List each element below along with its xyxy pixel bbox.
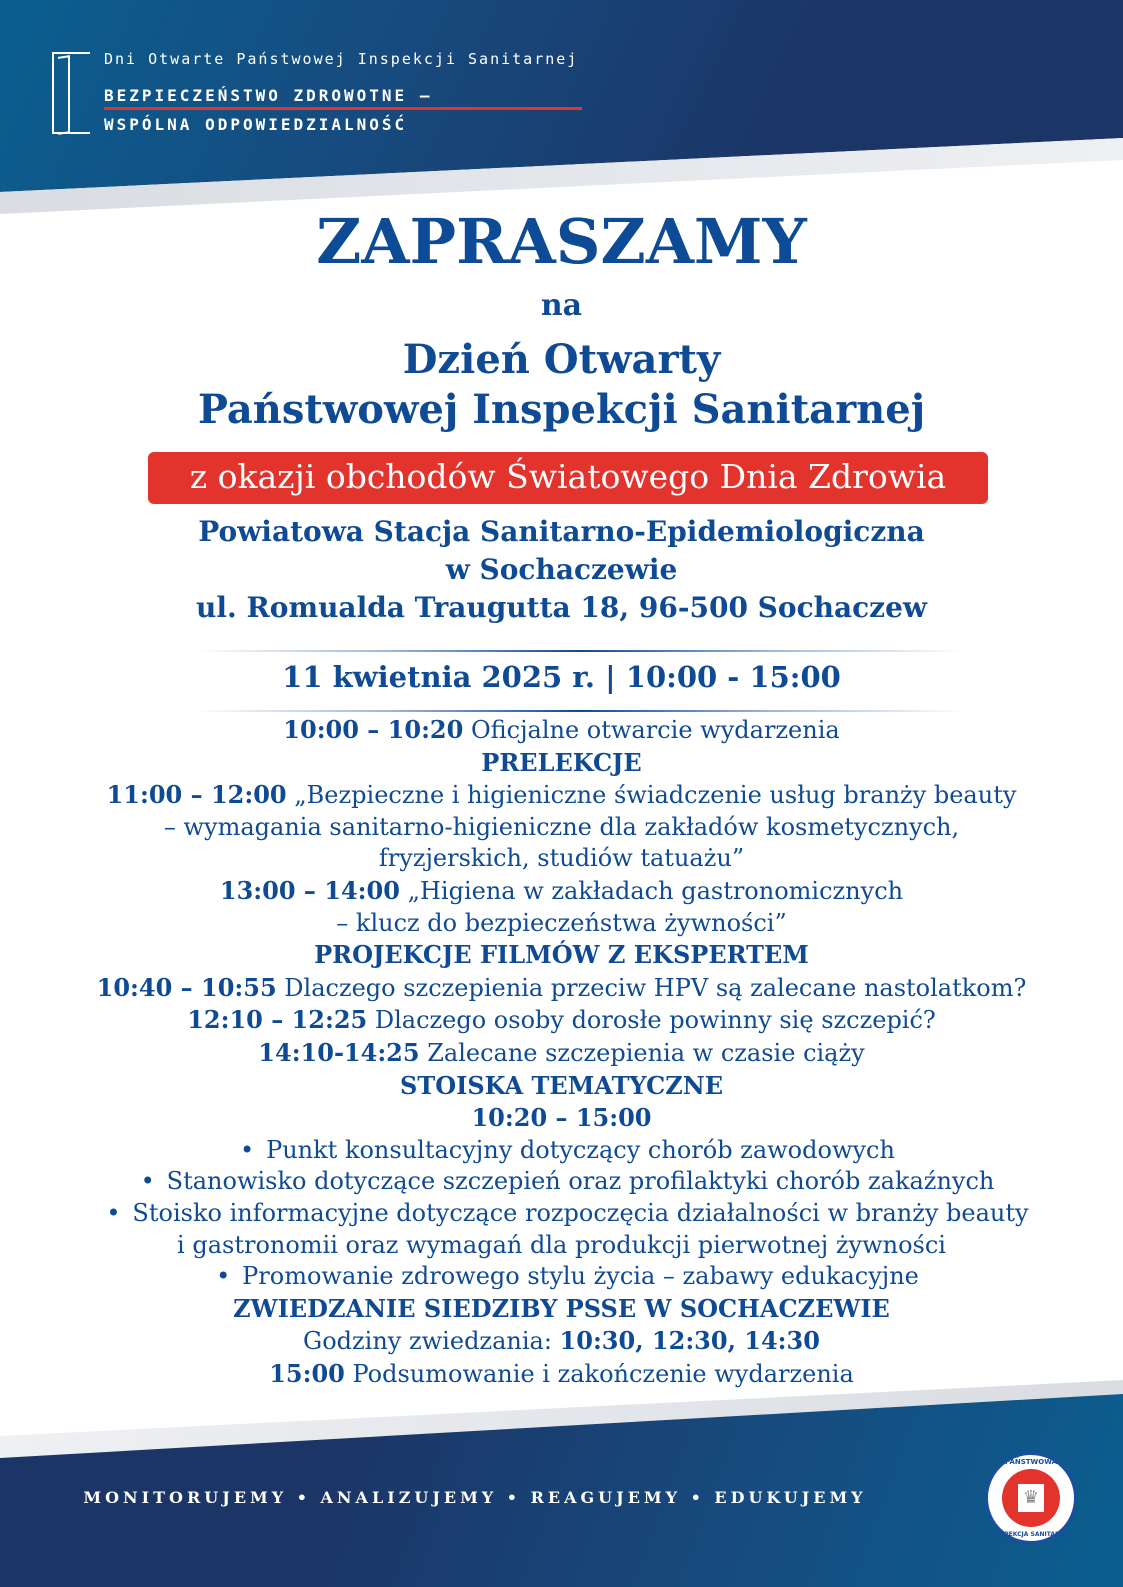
program-text: fryzjerskich, studiów tatuażu” [378,844,745,873]
event-title-1: Dzień Otwarty [402,336,721,383]
program-line [0,1358,1123,1391]
bullet-icon: • [140,1167,155,1196]
program-time: 10:40 – 10:55 [96,972,277,1002]
program-line [0,779,1123,812]
program-line [0,1325,1123,1358]
program-time: 12:10 – 12:25 [187,1005,368,1035]
invite-na: na [540,288,583,323]
location-line-2: w Sochaczewie [445,553,678,586]
bullet-icon: • [216,1262,231,1291]
program-line [0,812,1123,844]
header-slogan-2: WSPÓLNA ODPOWIEDZIALNOŚĆ [104,115,408,134]
program-text: Dlaczego szczepienia przeciw HPV są zalecane nastolatkom? [276,973,1027,1002]
program-line [0,1037,1123,1070]
program-line [0,908,1123,940]
program-time: PRELEKCJE [481,747,642,777]
program-line [0,1230,1123,1262]
slogan-underline [104,107,582,110]
program-line [0,1102,1123,1135]
seal-text-bottom: INSPEKCJA SANITARNA [992,1531,1070,1538]
program-text: Punkt konsultacyjny dotyczący chorób zawodowych [266,1135,895,1164]
footer-motto: MONITORUJEMY • ANALIZUJEMY • REAGUJEMY • EDUKUJEMY [83,1488,867,1507]
program-line [0,747,1123,780]
program-time: 15:00 [269,1358,345,1388]
program-time: 10:00 – 10:20 [283,715,464,744]
invite-title: ZAPRASZAMY [316,205,807,278]
program-text: Stanowisko dotyczące szczepień oraz profilaktyki chorób zakaźnych [166,1167,995,1196]
seal-text-top: PAŃSTWOWA [1004,1458,1058,1466]
program-text: Stoisko informacyjne dotyczące rozpoczęcia działalności w branży beauty [132,1198,1029,1227]
program-text: „Bezpieczne i higieniczne świadczenie usług branży beauty [286,781,1017,810]
inspection-seal-logo [985,1452,1077,1544]
door-logo-icon [52,52,90,134]
program-text: Podsumowanie i zakończenie wydarzenia [344,1359,854,1388]
program-text: „Higiena w zakładach gastronomicznych [399,876,904,905]
program-text: Promowanie zdrowego stylu życia – zabawy edukacyjne [242,1262,919,1291]
program-line [0,714,1123,747]
program-time: PROJEKCJE FILMÓW Z EKSPERTEM [314,940,809,970]
program-text: Oficjalne otwarcie wydarzenia [463,716,840,744]
program-time: 13:00 – 14:00 [219,875,400,905]
program-time: 10:30, 12:30, 14:30 [559,1326,820,1356]
program-line [0,972,1123,1005]
program-text: Zalecane szczepienia w czasie ciąży [419,1038,865,1067]
bullet-icon: • [239,1135,255,1164]
bullet-icon: • [106,1198,121,1227]
program-line [0,875,1123,908]
eagle-emblem-icon: ♛ [1018,1484,1044,1512]
program-text: – wymagania sanitarno-higieniczne dla zakładów kosmetycznych, [163,812,960,841]
program-time: 14:10-14:25 [258,1037,420,1067]
header-slogan-1: BEZPIECZEŃSTWO ZDROWOTNE – [104,86,433,105]
program-text: Dlaczego osoby dorosłe powinny się szczepić? [367,1006,936,1035]
header-subtitle: Dni Otwarte Państwowej Inspekcji Sanitarnej [104,50,579,68]
location-line-1: Powiatowa Stacja Sanitarno-Epidemiologiczna [198,515,925,548]
program-prefix: Godziny zwiedzania: [303,1327,560,1356]
divider [195,710,965,712]
divider [195,650,965,652]
program-line [0,1198,1123,1230]
program [0,714,1123,1390]
program-line [0,1293,1123,1326]
event-date: 11 kwietnia 2025 r. | 10:00 - 15:00 [282,660,841,694]
program-text: i gastronomii oraz wymagań dla produkcji pierwotnej żywności [177,1230,946,1259]
program-line [0,939,1123,972]
program-time: ZWIEDZANIE SIEDZIBY PSSE W SOCHACZEWIE [233,1293,890,1323]
program-line [0,1070,1123,1103]
occasion-banner: z okazji obchodów Światowego Dnia Zdrowia [148,452,988,504]
program-line [0,1004,1123,1037]
program-time: 11:00 – 12:00 [106,780,287,810]
program-line [0,1135,1123,1167]
program-line [0,843,1123,875]
program-line [0,1261,1123,1293]
program-line [0,1166,1123,1198]
location [0,513,1123,627]
program-text: – klucz do bezpieczeństwa żywności” [336,908,787,937]
program-time: STOISKA TEMATYCZNE [400,1070,723,1100]
program-time: 10:20 – 15:00 [471,1103,652,1133]
event-title-2: Państwowej Inspekcji Sanitarnej [197,386,926,433]
location-line-3: ul. Romualda Traugutta 18, 96-500 Sochaczew [196,591,927,624]
